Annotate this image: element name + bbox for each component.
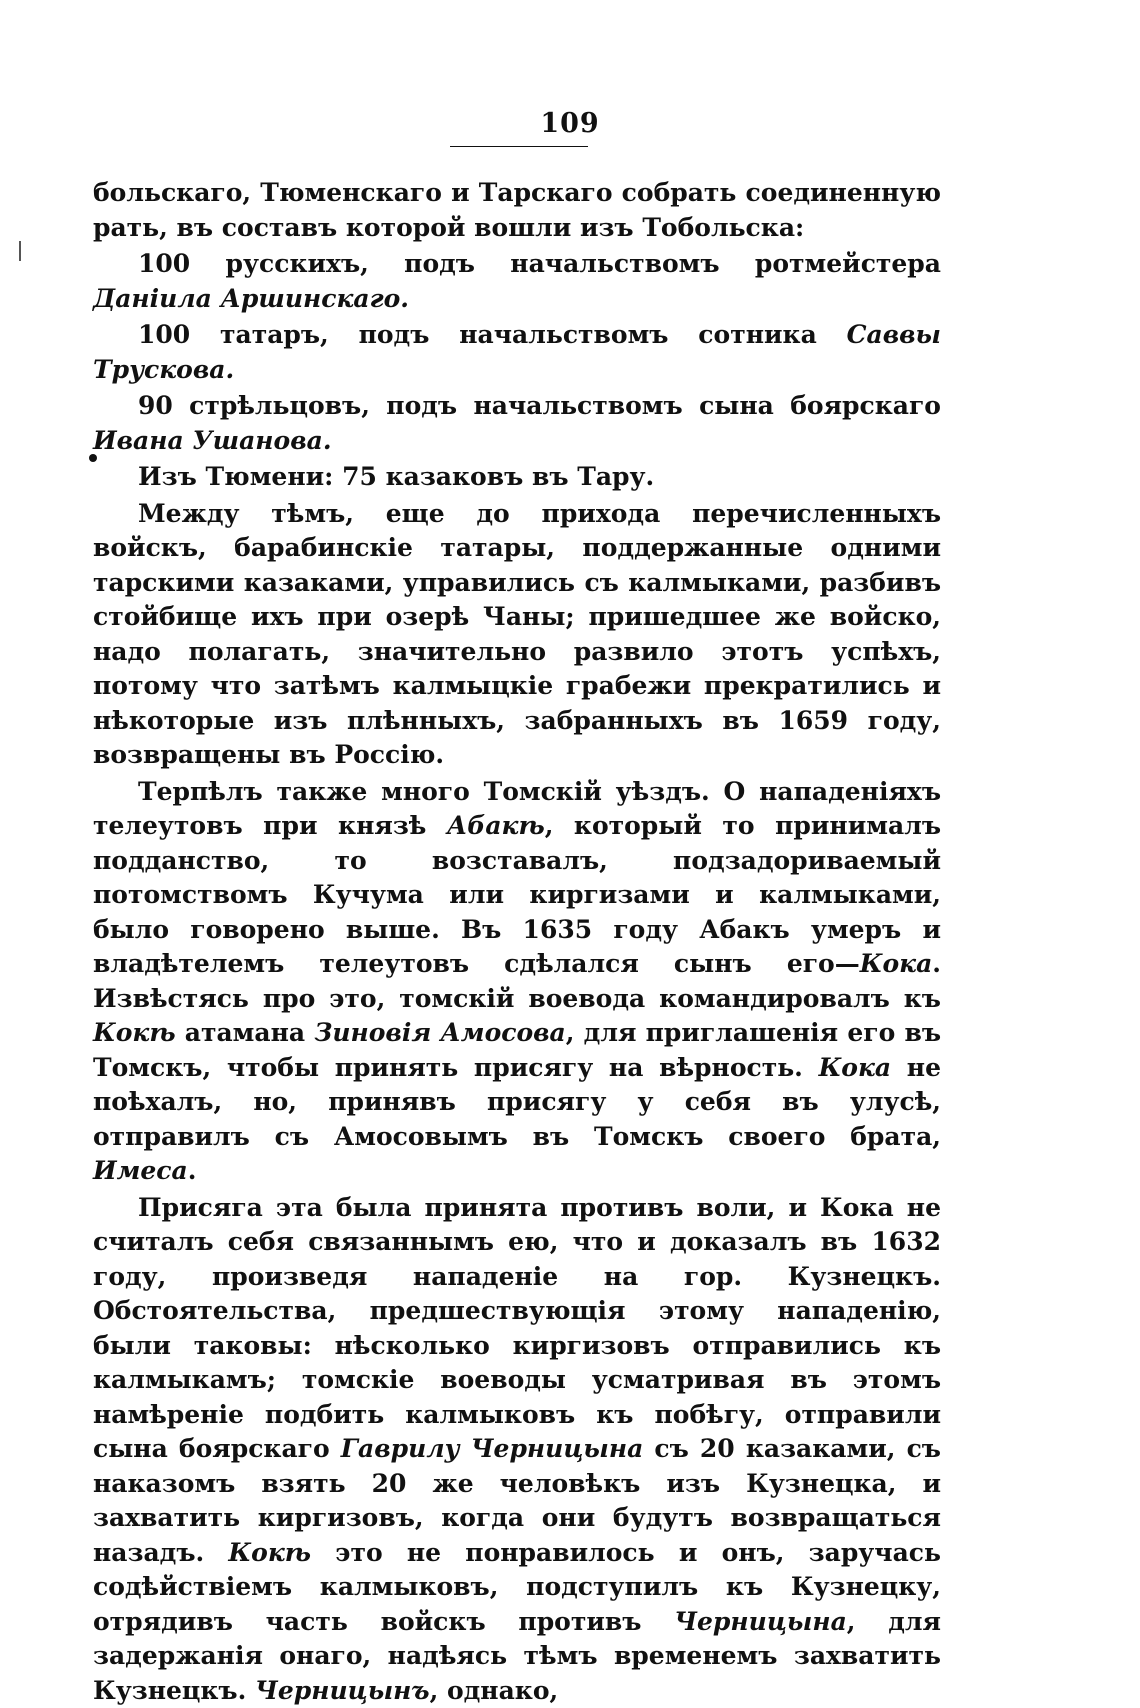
person-name: Данiила Аршинскаго. [93, 284, 409, 313]
person-name: Кокѣ [228, 1538, 311, 1567]
text-run: больскаго, Тюменскаго и Тарскаго собрать соединенную рать, въ составъ которой вошли изъ Тобольска: [93, 178, 941, 242]
text-run: атамана [176, 1018, 315, 1047]
text-run: , однако, [430, 1676, 559, 1705]
text-run: Между тѣмъ, еще до прихода перечисленныхъ войскъ, барабинскiе татары, поддержанные одними тарскими казаками, управились съ калмыками, разбивъ стойбище ихъ при озерѣ Чаны; пришедшее же войско, надо полагать, значительно развило этотъ успѣхъ, потому что затѣмъ калмыцкiе грабежи прекратились и нѣкоторые изъ плѣнныхъ, забранныхъ въ 1659 году, возвращены въ Россiю. [93, 499, 941, 770]
person-name: Абакѣ [447, 811, 545, 840]
text-run: 100 татаръ, подъ начальствомъ сотника [138, 320, 847, 349]
text-run: съ 20 казаками, съ наказомъ взять 20 же человѣкъ изъ Кузнецка, и захватить киргизовъ, когда они будутъ возвращаться назадъ. [93, 1434, 941, 1567]
person-name: Черницынъ [255, 1676, 430, 1705]
paragraph [93, 389, 941, 458]
person-name: Ивана Ушанова. [93, 426, 332, 455]
paragraph [93, 176, 941, 245]
text-run: Изъ Тюмени: 75 казаковъ въ Тару. [138, 462, 654, 491]
paragraph [93, 775, 941, 1189]
person-name: Зиновiя Амосова [314, 1018, 565, 1047]
text-run: 90 стрѣльцовъ, подъ начальствомъ сына боярскаго [138, 391, 941, 420]
margin-mark [19, 241, 21, 261]
paragraph [93, 1191, 941, 1708]
person-name: Кока [860, 949, 933, 978]
text-run: . [188, 1156, 197, 1185]
person-name: Имеса [93, 1156, 188, 1185]
text-run: 100 русскихъ, подъ начальствомъ ротмейстера [138, 249, 941, 278]
person-name: Кока [819, 1053, 892, 1082]
person-name: Черницына [674, 1607, 847, 1636]
text-run: , для задержанiя онаго, надѣясь тѣмъ временемъ захватить Кузнецкъ. [93, 1607, 941, 1705]
paragraph [93, 497, 941, 773]
text-run: Терпѣлъ также много Томскiй уѣздъ. О нападенiяхъ телеутовъ при князѣ [93, 777, 941, 841]
person-name: Кокѣ [93, 1018, 176, 1047]
person-name: Саввы Трускова. [93, 320, 941, 384]
text-run: это не понравилось и онъ, заручась содѣйствiемъ калмыковъ, подступилъ къ Кузнецку, отрядивъ часть войскъ противъ [93, 1538, 941, 1636]
paragraph [93, 247, 941, 316]
text-run: , который то принималъ подданство, то возставалъ, подзадориваемый потомствомъ Кучума или киргизами и калмыками, было говорено выше. Въ 1635 году Абакъ умеръ и владѣтелемъ телеутовъ сдѣлался сынъ его— [93, 811, 941, 978]
body-text [93, 176, 941, 1708]
paragraph [93, 318, 941, 387]
text-run: Присяга эта была принята противъ воли, и Кока не считалъ себя связаннымъ ею, что и доказалъ въ 1632 году, произведя нападенiе на гор. Кузнецкъ. Обстоятельства, предшествующiя этому нападенiю, были таковы: нѣсколько киргизовъ отправились къ калмыкамъ; томскiе воеводы усматривая въ этомъ намѣренiе подбить калмыковъ къ побѣгу, отправили сына боярскаго [93, 1193, 941, 1464]
page-number: 109 [0, 108, 1140, 139]
header-rule [450, 146, 588, 147]
text-run: , для приглашенiя его въ Томскъ, чтобы принять присягу на вѣрность. [93, 1018, 941, 1082]
person-name: Гаврилу Черницына [341, 1434, 643, 1463]
text-run: не поѣхалъ, но, принявъ присягу у себя въ улусѣ, отправилъ съ Амосовымъ въ Томскъ своего брата, [93, 1053, 941, 1151]
paragraph [93, 460, 941, 495]
text-run: . Извѣстясь про это, томскiй воевода командировалъ къ [93, 949, 941, 1013]
